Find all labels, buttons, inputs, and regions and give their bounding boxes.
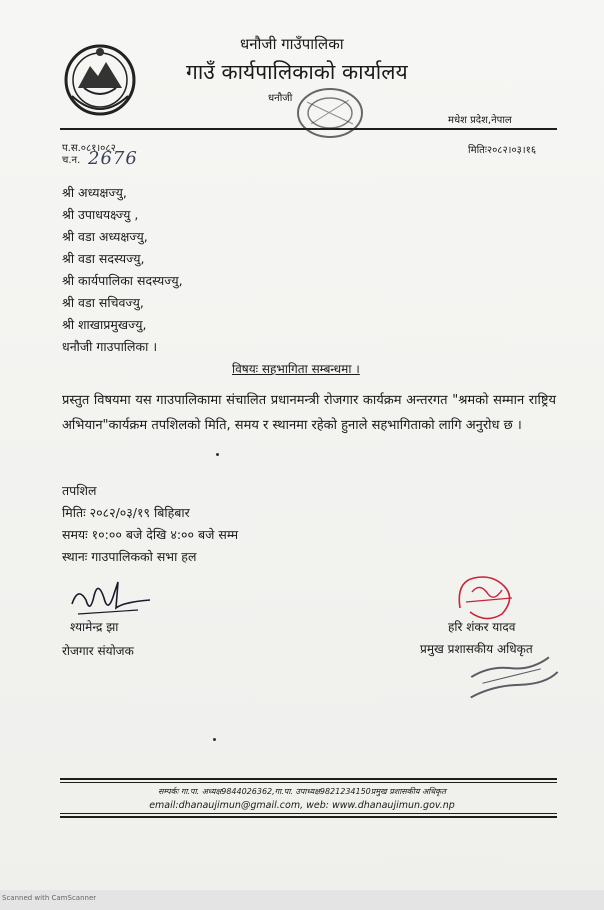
recipient-line: श्री उपाधयक्ष्ज्यु , bbox=[62, 207, 139, 222]
right-signatory-role: प्रमुख प्रशासकीय अधिकृत bbox=[420, 642, 533, 656]
left-signatory-name: श्यामेन्द्र झा bbox=[70, 620, 119, 634]
province-label: मधेश प्रदेश,नेपाल bbox=[448, 115, 512, 126]
footer-rule bbox=[60, 813, 557, 814]
scan-dot bbox=[213, 738, 216, 741]
office-stamp-top bbox=[295, 84, 365, 142]
dispatch-number-handwritten: 2676 bbox=[88, 148, 138, 169]
nepal-emblem-logo bbox=[62, 40, 138, 118]
letter-date: मितिः२०८२।०३।१६ bbox=[468, 145, 537, 156]
event-date: मितिः २०८२/०३/१९ बिहिबार bbox=[62, 505, 190, 520]
event-venue: स्थानः गाउपालिकको सभा हल bbox=[62, 549, 197, 564]
office-place: धनौजी bbox=[268, 93, 293, 104]
letter-body: प्रस्तुत विषयमा यस गाउपालिकामा संचालित प्रधानमन्त्री रोजगार कार्यक्रम अन्तरगत "श्रमको सम्मान राष्ट्रिय अभियान"कार्यक्रम तपशिलको मिति, समय र स्थानमा रहेको हुनाले सहभागिताको लागि अनुरोध छ । bbox=[62, 393, 556, 433]
scan-dot bbox=[216, 453, 219, 456]
right-signatory-name: हरि शंकर यादव bbox=[448, 620, 516, 634]
event-time: समयः १०:०० बजे देखि ४:०० बजे सम्म bbox=[62, 527, 239, 542]
details-heading: तपशिल bbox=[62, 483, 97, 498]
recipient-line: श्री वडा सदस्यज्यु, bbox=[62, 251, 145, 266]
dispatch-label: च.न. bbox=[62, 155, 81, 166]
scanner-watermark: Scanned with CamScanner bbox=[2, 894, 97, 902]
footer-email-web: email:dhanaujimun@gmail.com, web: www.dhanaujimun.gov.np bbox=[149, 800, 455, 811]
recipient-line: श्री शाखाप्रमुखज्यु, bbox=[62, 317, 147, 332]
left-signatory-role: रोजगार संयोजक bbox=[62, 644, 134, 658]
footer-contact: सम्पर्कः गा.पा. अध्यक्ष9844026362,गा.पा. उपाध्यक्ष9821234150प्रमुख प्रशासकीय अधिकृत bbox=[158, 787, 446, 796]
municipality-name: धनौजी गाउँपालिका bbox=[240, 35, 344, 53]
header-rule bbox=[60, 128, 557, 130]
letter-subject: विषयः सहभागिता सम्बन्धमा । bbox=[232, 362, 360, 376]
reference-number: प.स.०८१।०८२ bbox=[62, 143, 116, 154]
recipient-line: श्री अध्यक्षज्यु, bbox=[62, 185, 127, 200]
recipient-line: श्री कार्यपालिका सदस्यज्यु, bbox=[62, 273, 183, 288]
recipient-line: श्री वडा अध्यक्षज्यु, bbox=[62, 229, 148, 244]
footer-rule bbox=[60, 816, 557, 818]
footer-rule bbox=[60, 778, 557, 780]
official-rubber-stamp bbox=[462, 650, 562, 706]
office-name: गाउँ कार्यपालिकाको कार्यालय bbox=[186, 60, 408, 84]
recipient-line: धनौजी गाउपालिका । bbox=[62, 339, 158, 354]
footer-rule bbox=[60, 782, 557, 783]
recipient-line: श्री वडा सचिवज्यु, bbox=[62, 295, 144, 310]
